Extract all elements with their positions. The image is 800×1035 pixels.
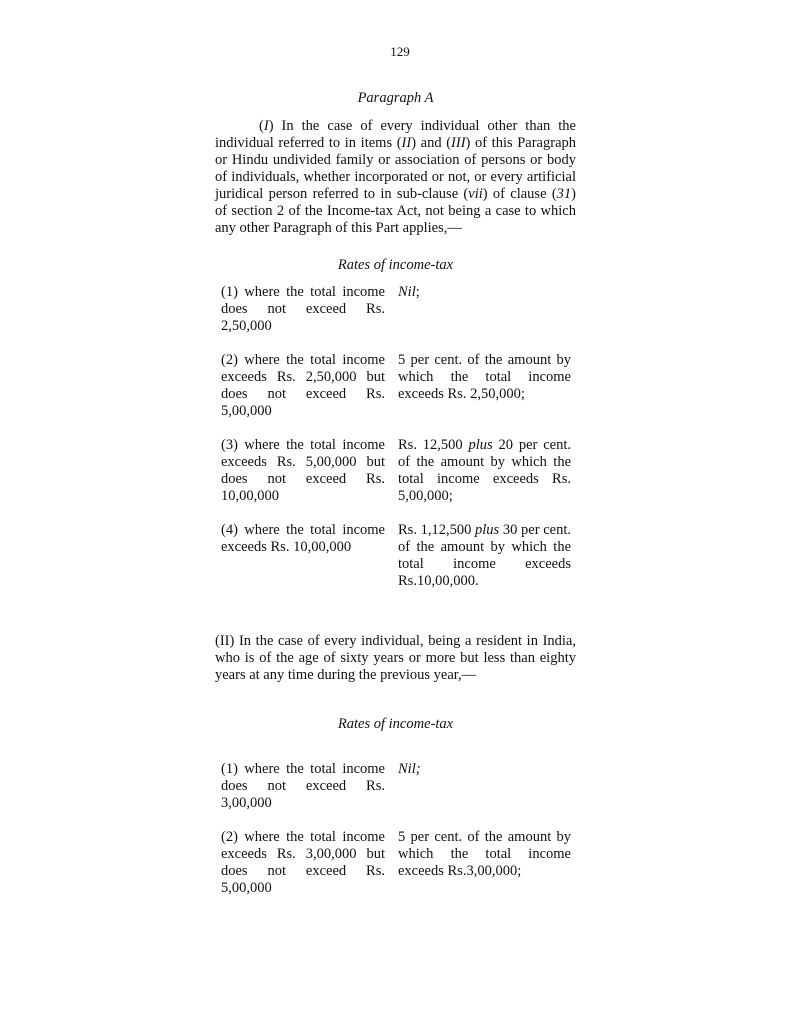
rate-cell: 5 per cent. of the amount by which the total income exceeds Rs. 2,50,000; <box>398 352 571 402</box>
rate-cell: 5 per cent. of the amount by which the total income exceeds Rs.3,00,000; <box>398 829 571 879</box>
rate-cell: Nil; <box>398 284 420 300</box>
paragraph-heading: Paragraph A <box>357 90 434 106</box>
table-row <box>221 522 571 590</box>
rate-cell: Nil; <box>398 761 421 777</box>
rates-table-2 <box>221 761 571 897</box>
page-number: 129 <box>390 44 410 59</box>
condition-cell: (1) where the total income does not exceed Rs. 2,50,000 <box>221 284 385 334</box>
table-row <box>221 829 571 897</box>
condition-cell: (2) where the total income exceeds Rs. 3,00,000 but does not exceed Rs. 5,00,000 <box>221 829 385 896</box>
table-row <box>221 761 571 812</box>
item-2-text: (II) In the case of every individual, being a resident in India, who is of the age of sixty years or more but less than eighty years at any time during the previous year,— <box>215 633 576 683</box>
rates-table-1 <box>221 284 571 590</box>
table-row <box>221 352 571 420</box>
condition-cell: (4) where the total income exceeds Rs. 10,00,000 <box>221 522 385 555</box>
condition-cell: (2) where the total income exceeds Rs. 2,50,000 but does not exceed Rs. 5,00,000 <box>221 352 385 419</box>
condition-cell: (1) where the total income does not exceed Rs. 3,00,000 <box>221 761 385 811</box>
rates-heading-1: Rates of income-tax <box>337 257 454 273</box>
table-row <box>221 437 571 505</box>
table-row <box>221 284 571 335</box>
rate-cell: Rs. 1,12,500 plus 30 per cent. of the amount by which the total income exceeds Rs.10,00,000. <box>398 522 571 589</box>
item-1-text: (I) In the case of every individual other than the individual referred to in items (II) and (III) of this Paragraph or Hindu undivided family or association of persons or body of individuals, whether incorporated or not, or every artificial juridical person referred to in sub-clause (vii) of clause (31) of section 2 of the Income-tax Act, not being a case to which any other Paragraph of this Part applies,— <box>215 118 577 236</box>
rate-cell: Rs. 12,500 plus 20 per cent. of the amount by which the total income exceeds Rs. 5,00,000; <box>398 437 571 504</box>
rates-heading-2: Rates of income-tax <box>337 716 454 732</box>
condition-cell: (3) where the total income exceeds Rs. 5,00,000 but does not exceed Rs. 10,00,000 <box>221 437 385 504</box>
